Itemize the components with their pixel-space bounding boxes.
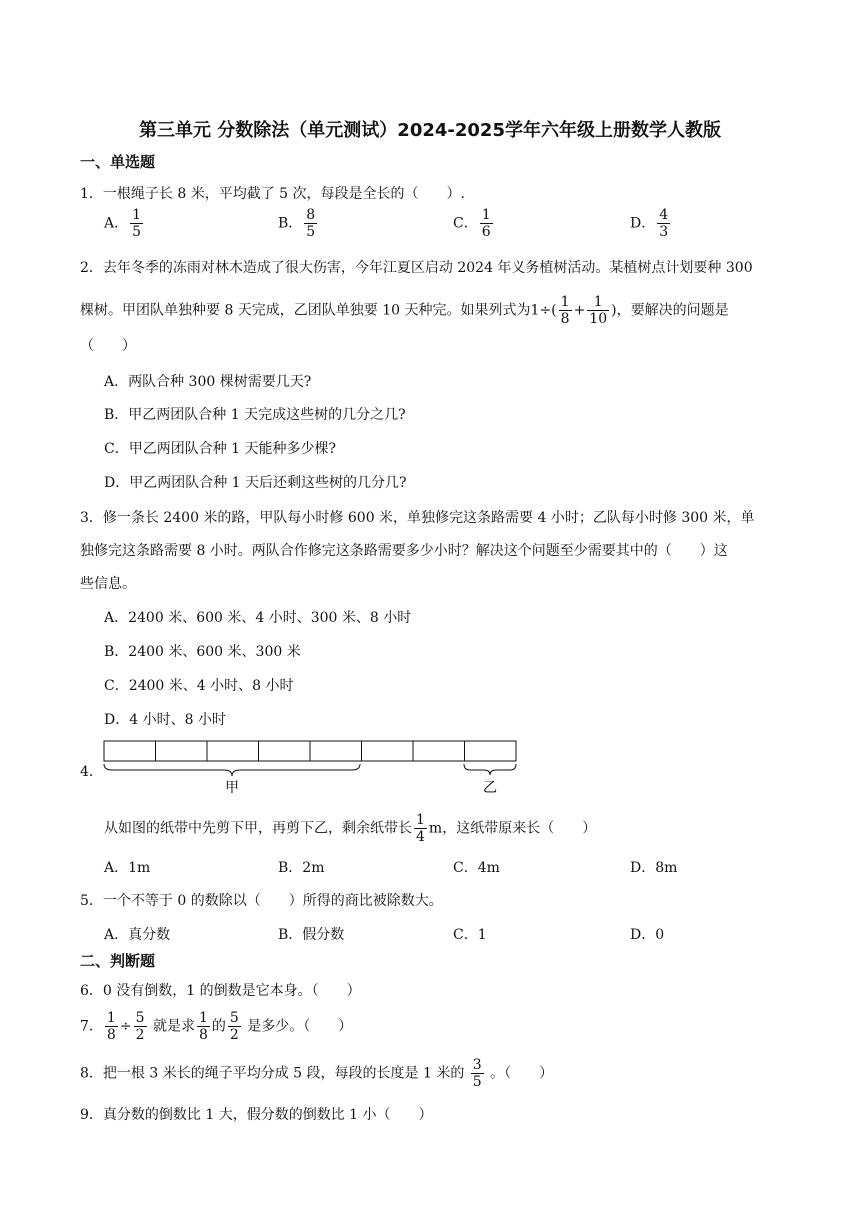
q2-option-a[interactable]: A．两队合种 300 棵树需要几天? (104, 374, 312, 390)
option-letter: A． (104, 215, 129, 232)
question-3-line-3: 些信息。 (80, 576, 136, 592)
fraction: $\frac{8}{5}$ (306, 207, 316, 240)
question-2-line-3: （ ） (80, 338, 136, 354)
fraction: $\frac{4}{3}$ (659, 207, 669, 240)
q2-option-b[interactable]: B．甲乙两团队合种 1 天完成这些树的几分之几? (104, 407, 406, 423)
expression-prefix: 1÷( (530, 302, 557, 319)
fraction: $\frac{1}{4}$ (416, 812, 425, 845)
page-title: 第三单元 分数除法（单元测试）2024-2025学年六年级上册数学人教版 (139, 120, 721, 141)
q2-option-c[interactable]: C．甲乙两团队合种 1 天能种多少棵? (104, 441, 337, 457)
fraction: $\frac{1}{5}$ (132, 207, 142, 240)
q1-option-a[interactable] (104, 207, 145, 240)
option-letter: D． (630, 215, 656, 232)
q3-option-a[interactable]: A．2400 米、600 米、4 小时、300 米、8 小时 (104, 610, 412, 626)
fraction: $\frac{1}{8}$ (560, 294, 570, 327)
brace-jia (104, 764, 360, 776)
q4-option-c[interactable]: C．4m (453, 860, 500, 876)
question-9-text: 9．真分数的倒数比 1 大，假分数的倒数比 1 小（ ） (80, 1107, 433, 1123)
q3-option-b[interactable]: B．2400 米、600 米、300 米 (104, 644, 301, 660)
question-8-text: 8．把一根 3 米长的绳子平均分成 5 段，每段的长度是 1 米的 $\frac{3}{5}$ 。（ ） (80, 1057, 554, 1090)
question-3-line-1: 3．修一条长 2400 米的路，甲队每小时修 600 米，单独修完这条路需要 4 小时；乙队每小时修 300 米，单 (80, 510, 755, 526)
q1-option-b[interactable] (278, 207, 319, 240)
fraction: $\frac{1}{8}$ (198, 1010, 208, 1043)
fraction: $\frac{1}{10}$ (589, 294, 608, 327)
section-heading-true-false: 二、判断题 (80, 952, 156, 970)
question-5-text: 5．一个不等于 0 的数除以（ ）所得的商比被除数大。 (80, 893, 443, 909)
option-letter: C． (453, 215, 478, 232)
question-4-number: 4． (80, 764, 103, 780)
q5-option-c[interactable]: C．1 (453, 927, 487, 943)
q5-option-d[interactable]: D．0 (630, 927, 665, 943)
q4-option-b[interactable]: B．2m (278, 860, 325, 876)
question-3-line-2: 独修完这条路需要 8 小时。两队合作修完这条路需要多少小时？解决这个问题至少需要其中的（ ）这 (80, 543, 728, 559)
paper-tape-diagram (100, 738, 524, 798)
option-letter: B． (278, 215, 303, 232)
fraction: $\frac{1}{8}$ (106, 1010, 116, 1043)
q1-option-c[interactable] (453, 207, 495, 240)
question-6-text: 6．0 没有倒数，1 的倒数是它本身。（ ） (80, 983, 361, 999)
section-heading-single-choice: 一、单选题 (80, 153, 156, 171)
q4-option-d[interactable]: D．8m (630, 860, 678, 876)
q5-option-a[interactable]: A．真分数 (104, 927, 171, 943)
question-7-text: 7． $\frac{1}{8}$ ÷ $\frac{5}{2}$ 就是求 $\frac{1}{8}$ 的 $\frac{5}{2}$ 是多少。（ ） (80, 1010, 353, 1043)
q3-option-d[interactable]: D．4 小时、8 小时 (104, 712, 226, 728)
question-2-line-2: 棵树。甲团队单独种要 8 天完成，乙团队单独要 10 天种完。如果列式为1÷( $\frac{1}{8}$ + $\frac{1}{10}$ )，要解决的问题是 (80, 294, 729, 327)
q1-option-d[interactable] (630, 207, 672, 240)
fraction: $\frac{3}{5}$ (472, 1057, 482, 1090)
q4-option-a[interactable]: A．1m (104, 860, 151, 876)
tape-segments (104, 741, 516, 761)
q5-option-b[interactable]: B．假分数 (278, 927, 345, 943)
question-4-text: 从如图的纸带中先剪下甲，再剪下乙，剩余纸带长 $\frac{1}{4}$ m，这纸带原来长（ ） (104, 812, 597, 845)
q2-option-d[interactable]: D．甲乙两团队合种 1 天后还剩这些树的几分几? (104, 475, 407, 491)
fraction: $\frac{5}{2}$ (135, 1010, 145, 1043)
fraction: $\frac{1}{6}$ (481, 207, 491, 240)
label-jia: 甲 (225, 780, 239, 796)
fraction: $\frac{5}{2}$ (229, 1010, 239, 1043)
question-2-line-1: 2．去年冬季的冻雨对林木造成了很大伤害，今年江夏区启动 2024 年义务植树活动。某植树点计划要种 300 (80, 260, 753, 276)
label-yi: 乙 (483, 780, 497, 796)
question-1-text: 1．一根绳子长 8 米，平均截了 5 次，每段是全长的（ ）. (80, 186, 465, 202)
q3-option-c[interactable]: C．2400 米、4 小时、8 小时 (104, 678, 294, 694)
brace-yi (464, 764, 516, 775)
